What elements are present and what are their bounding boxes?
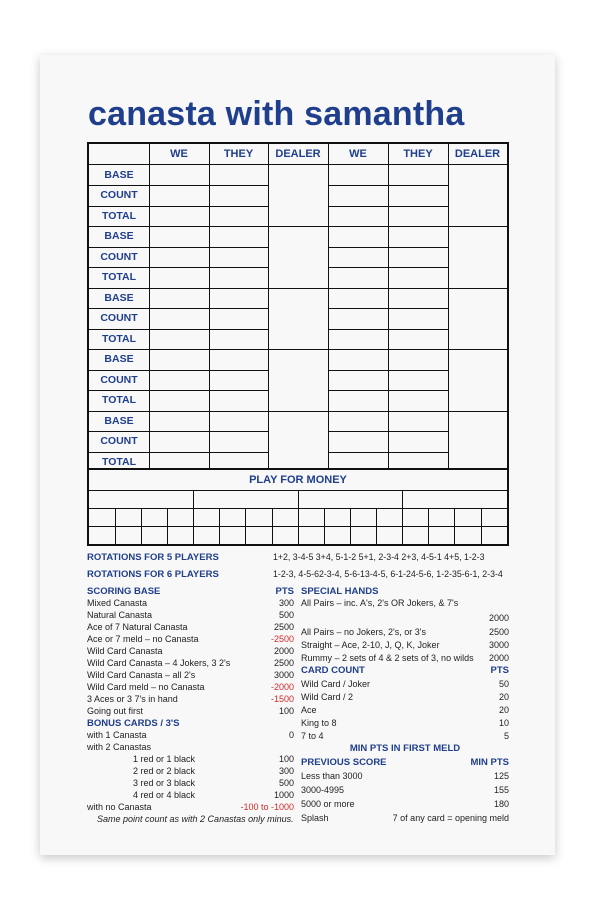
money-group-line: [193, 490, 194, 544]
row-line: [89, 370, 268, 371]
play-for-money-table: [87, 470, 509, 546]
bonus-item-label: 1 red or 1 black: [133, 754, 196, 764]
card-count-value: 50: [498, 679, 509, 689]
money-col-line: [115, 508, 116, 544]
scoring-item-value: 3000: [273, 670, 294, 680]
min-pts-item-value: 180: [493, 799, 509, 809]
row-line: [328, 452, 448, 453]
col-header-dealer: DEALER: [275, 148, 321, 160]
special-hand-value: 2000: [488, 613, 509, 623]
min-pts-label: MIN PTS: [470, 757, 509, 768]
bonus-item-label: 4 red or 4 black: [133, 790, 196, 800]
row-label-count: COUNT: [100, 435, 138, 447]
scoring-item-value: 500: [278, 610, 294, 620]
row-line: [89, 247, 268, 248]
bonus-no-canasta-label: with no Canasta: [87, 802, 152, 812]
bonus-with-one-label: with 1 Canasta: [87, 730, 147, 740]
rotation-6-value: 1-2-3, 4-5-62-3-4, 5-6-13-4-5, 6-1-24-5-6, 1-2-35-6-1, 2-3-4: [273, 569, 503, 579]
card-count-pts-label: PTS: [490, 665, 509, 676]
rotation-5-value: 1+2, 3-4-5 3+4, 5-1-2 5+1, 2-3-4 2+3, 4-5-1 4+5, 1-2-3: [273, 552, 485, 562]
money-col-line: [245, 508, 246, 544]
col-header-dealer: DEALER: [454, 148, 501, 160]
row-line: [89, 390, 268, 391]
bonus-item-value: 1000: [273, 790, 294, 800]
grid-col-line: [209, 144, 210, 468]
min-pts-item-value: 155: [493, 785, 509, 795]
bonus-item-value: 100: [278, 754, 294, 764]
card-count-value: 5: [503, 731, 509, 741]
row-label-base: BASE: [104, 169, 134, 181]
bonus-note: Same point count as with 2 Canastas only minus.: [97, 814, 294, 824]
row-line: [89, 329, 268, 330]
row-label-base: BASE: [104, 415, 134, 427]
card-count-value: 20: [498, 705, 509, 715]
card-count-value: 10: [498, 718, 509, 728]
grid-header-line: [89, 164, 507, 165]
bonus-item-label: 3 red or 3 black: [133, 778, 196, 788]
money-col-line: [454, 508, 455, 544]
min-pts-item-label: 3000-4995: [301, 785, 345, 795]
money-col-line: [167, 508, 168, 544]
card-count-value: 20: [498, 692, 509, 702]
card-count-label: Ace: [301, 705, 317, 715]
min-pts-item-label: Splash: [301, 813, 329, 823]
row-line: [328, 247, 448, 248]
special-hand-label: Straight – Ace, 2-10, J, Q, K, Joker: [301, 640, 440, 650]
special-hands-title: SPECIAL HANDS: [301, 586, 379, 597]
money-group-line: [402, 490, 403, 544]
row-label-total: TOTAL: [101, 210, 137, 222]
min-pts-item-value: 125: [493, 771, 509, 781]
bonus-item-value: 500: [278, 778, 294, 788]
grid-col-line: [328, 144, 329, 468]
col-header-they: THEY: [403, 148, 433, 160]
card-count-label: Wild Card / Joker: [301, 679, 371, 689]
money-group-line: [298, 490, 299, 544]
row-label-total: TOTAL: [101, 456, 137, 468]
grid-col-line: [149, 144, 150, 468]
row-label-count: COUNT: [100, 312, 138, 324]
money-col-line: [141, 508, 142, 544]
money-col-line: [481, 508, 482, 544]
special-hand-value: 3000: [488, 640, 509, 650]
row-label-count: COUNT: [100, 189, 138, 201]
scoring-item-label: Wild Card Canasta – all 2's: [87, 670, 196, 680]
row-line: [328, 370, 448, 371]
bonus-cards-title: BONUS CARDS / 3'S: [87, 718, 180, 729]
row-label-base: BASE: [104, 230, 134, 242]
scoring-item-label: Natural Canasta: [87, 610, 153, 620]
row-line: [328, 267, 448, 268]
scoring-item-label: Mixed Canasta: [87, 598, 148, 608]
previous-score-label: PREVIOUS SCORE: [301, 757, 387, 768]
scoring-item-label: Ace of 7 Natural Canasta: [87, 622, 188, 632]
row-line: [89, 452, 268, 453]
card-count-label: 7 to 4: [301, 731, 324, 741]
special-hand-value: 2000: [488, 653, 509, 663]
scoring-item-value: 2000: [273, 646, 294, 656]
min-pts-item-label: Less than 3000: [301, 771, 363, 781]
row-line: [328, 390, 448, 391]
row-label-total: TOTAL: [101, 271, 137, 283]
scoring-item-label: Going out first: [87, 706, 144, 716]
grid-col-line: [448, 144, 449, 468]
card-count-label: Wild Card / 2: [301, 692, 354, 702]
block-line: [89, 411, 507, 412]
money-col-line: [272, 508, 273, 544]
score-grid: [87, 142, 509, 470]
special-hand-label: Rummy – 2 sets of 4 & 2 sets of 3, no wilds: [301, 653, 474, 663]
block-line: [89, 288, 507, 289]
scoring-item-value: 2500: [273, 622, 294, 632]
special-hand-label: All Pairs – no Jokers, 2's, or 3's: [301, 627, 426, 637]
bonus-with-one-value: 0: [288, 730, 294, 740]
row-label-base: BASE: [104, 292, 134, 304]
scoring-item-value: -2000: [270, 682, 294, 692]
scoring-item-label: 3 Aces or 3 7's in hand: [87, 694, 178, 704]
special-hand-label: All Pairs – inc. A's, 2's OR Jokers, & 7's: [301, 598, 459, 608]
scoring-item-label: Wild Card meld – no Canasta: [87, 682, 205, 692]
row-line: [328, 431, 448, 432]
min-pts-title: MIN PTS IN FIRST MELD: [349, 743, 461, 754]
col-header-we: WE: [349, 148, 367, 160]
row-label-base: BASE: [104, 353, 134, 365]
scoring-base-title: SCORING BASE: [87, 586, 161, 597]
page-title: canasta with samantha: [88, 95, 465, 133]
bonus-item-label: 2 red or 2 black: [133, 766, 196, 776]
scoring-base-pts-label: PTS: [275, 586, 294, 597]
row-line: [89, 206, 268, 207]
scoring-item-label: Wild Card Canasta – 4 Jokers, 3 2's: [87, 658, 231, 668]
bonus-no-canasta-value: -100 to -1000: [240, 802, 294, 812]
scoring-item-value: -2500: [270, 634, 294, 644]
play-for-money-title: PLAY FOR MONEY: [249, 474, 347, 486]
card-count-title: CARD COUNT: [301, 665, 365, 676]
money-col-line: [376, 508, 377, 544]
rotation-6-label: ROTATIONS FOR 6 PLAYERS: [87, 569, 219, 580]
bonus-item-value: 300: [278, 766, 294, 776]
bonus-with-two-label: with 2 Canastas: [87, 742, 152, 752]
money-col-line: [219, 508, 220, 544]
special-hand-value: 2500: [488, 627, 509, 637]
scoring-item-value: 300: [278, 598, 294, 608]
rotation-5-label: ROTATIONS FOR 5 PLAYERS: [87, 552, 219, 563]
row-line: [328, 308, 448, 309]
row-line: [89, 308, 268, 309]
row-label-total: TOTAL: [101, 333, 137, 345]
col-header-we: WE: [170, 148, 188, 160]
row-line: [328, 329, 448, 330]
row-line: [89, 185, 268, 186]
money-col-line: [350, 508, 351, 544]
row-label-count: COUNT: [100, 251, 138, 263]
row-line: [328, 185, 448, 186]
grid-col-line: [268, 144, 269, 468]
scoring-item-label: Wild Card Canasta: [87, 646, 163, 656]
money-col-line: [324, 508, 325, 544]
block-line: [89, 226, 507, 227]
scoring-item-label: Ace or 7 meld – no Canasta: [87, 634, 199, 644]
row-line: [328, 206, 448, 207]
min-pts-item-value: 7 of any card = opening meld: [392, 813, 509, 823]
scoring-item-value: -1500: [270, 694, 294, 704]
row-line: [89, 267, 268, 268]
col-header-they: THEY: [223, 148, 254, 160]
card-count-label: King to 8: [301, 718, 337, 728]
min-pts-item-label: 5000 or more: [301, 799, 355, 809]
scoring-item-value: 2500: [273, 658, 294, 668]
row-line: [89, 431, 268, 432]
grid-col-line: [388, 144, 389, 468]
block-line: [89, 349, 507, 350]
money-col-line: [428, 508, 429, 544]
scoring-item-value: 100: [278, 706, 294, 716]
row-label-count: COUNT: [100, 374, 138, 386]
row-label-total: TOTAL: [101, 394, 137, 406]
